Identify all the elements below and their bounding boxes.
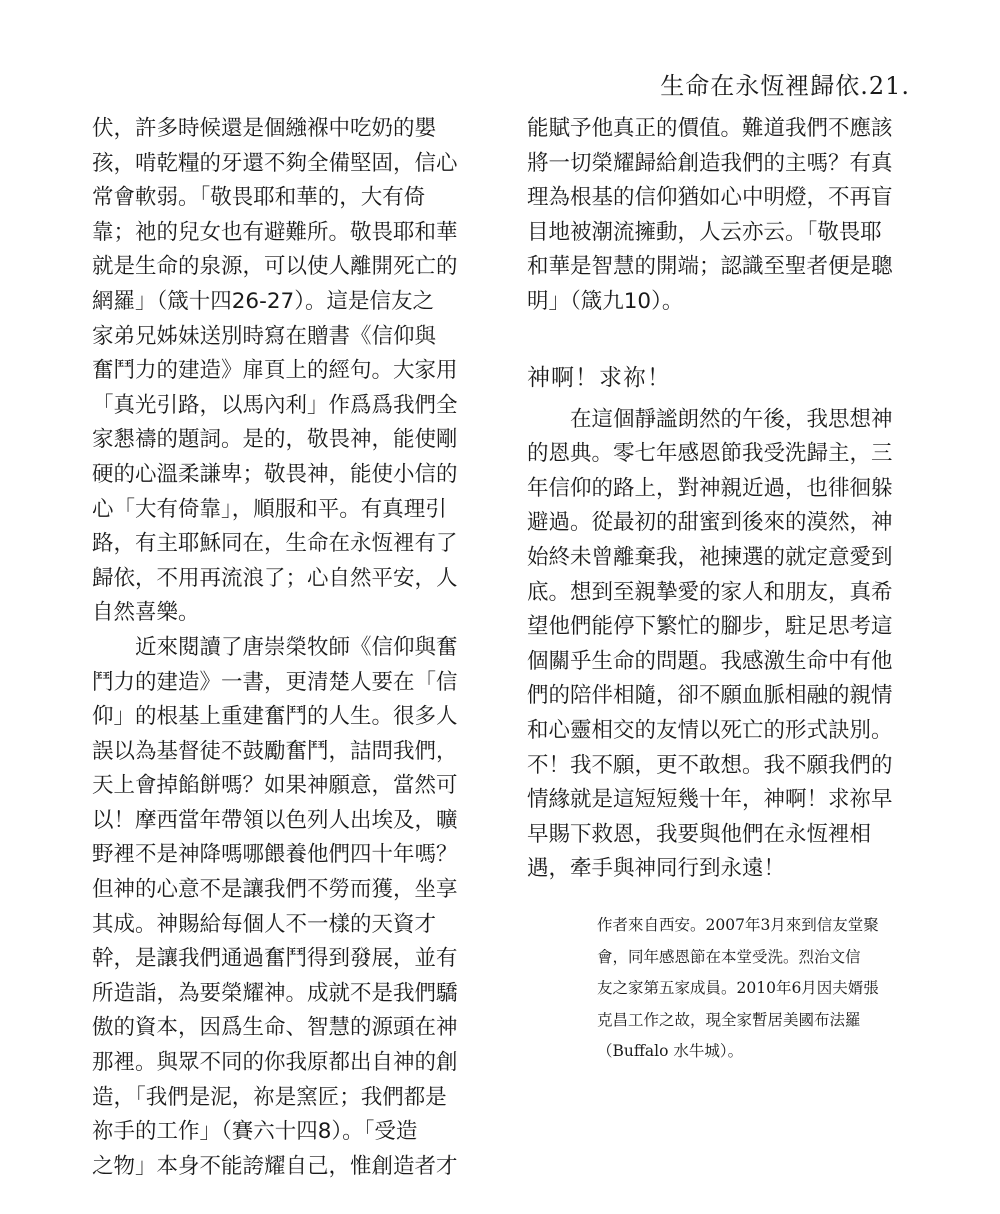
- text-line: 家弟兄姊妹送別時寫在贈書《信仰與: [92, 323, 437, 349]
- paragraph: [527, 112, 917, 320]
- right-column: [527, 112, 917, 887]
- text-line: 避過。從最初的甜蜜到後來的漠然，神: [527, 510, 893, 536]
- text-line: 理為根基的信仰猶如心中明燈，不再盲: [527, 185, 893, 211]
- text-line: 遇，牽手與神同行到永遠！: [527, 856, 786, 882]
- text-line: 網羅」（箴十四26-27）。這是信友之: [92, 288, 434, 314]
- text-line: 近來閱讀了唐崇榮牧師《信仰與奮: [92, 634, 458, 660]
- text-line: 會，同年感恩節在本堂受洗。烈治文信: [597, 947, 861, 966]
- text-line: 但神的心意不是讓我們不勞而獲，坐享: [92, 877, 458, 903]
- text-line: 硬的心溫柔謙卑；敬畏神，能使小信的: [92, 461, 458, 487]
- text-line: 之物」本身不能誇耀自己，惟創造者才: [92, 1153, 458, 1179]
- text-line: 以！摩西當年帶領以色列人出埃及，曠: [92, 807, 458, 833]
- text-line: 情緣就是這短短幾十年，神啊！求祢早: [527, 787, 893, 813]
- text-line: 奮鬥力的建造》扉頁上的經句。大家用: [92, 358, 458, 384]
- text-line: 所造詣，為要榮耀神。成就不是我們驕: [92, 980, 458, 1006]
- text-line: 孩，啃乾糧的牙還不夠全備堅固，信心: [92, 150, 458, 176]
- text-line: 望他們能停下繁忙的腳步，駐足思考這: [527, 614, 893, 640]
- text-line: 作者來自西安。2007年3月來到信友堂聚: [597, 916, 879, 934]
- text-line: 克昌工作之故，現全家暫居美國布法羅: [597, 1010, 861, 1029]
- text-line: 天上會掉餡餅嗎？如果神願意，當然可: [92, 773, 458, 799]
- text-line: 仰」的根基上重建奮鬥的人生。很多人: [92, 704, 458, 730]
- paragraph: [92, 631, 484, 1185]
- text-line: 在這個靜謐朗然的午後，我思想神: [527, 406, 893, 432]
- text-line: 祢手的工作」（賽六十四8）。「受造: [92, 1119, 418, 1145]
- text-line: 家懇禱的題詞。是的，敬畏神，能使剛: [92, 427, 458, 453]
- text-line: （Buffalo 水牛城）。: [597, 1042, 744, 1060]
- text-line: 年信仰的路上，對神親近過，也徘徊躲: [527, 475, 893, 501]
- text-line: 的恩典。零七年感恩節我受洗歸主，三: [527, 441, 893, 467]
- section-heading: 神啊！求祢！: [527, 364, 671, 391]
- text-line: 友之家第五家成員。2010年6月因夫婿張: [597, 979, 879, 997]
- text-line: 就是生命的泉源，可以使人離開死亡的: [92, 254, 458, 280]
- paragraph: [527, 403, 917, 887]
- left-column: [92, 112, 484, 1184]
- text-line: 和心靈相交的友情以死亡的形式訣別。: [527, 717, 893, 743]
- text-line: 明」（箴九10）。: [527, 288, 684, 314]
- author-note: [597, 910, 927, 1068]
- text-line: 底。想到至親摯愛的家人和朋友，真希: [527, 579, 893, 605]
- text-line: 「真光引路，以馬內利」作爲爲我們全: [92, 392, 458, 418]
- text-line: 路，有主耶穌同在，生命在永恆裡有了: [92, 531, 458, 557]
- text-line: 靠；祂的兒女也有避難所。敬畏耶和華: [92, 219, 458, 245]
- text-line: 伏，許多時候還是個繈褓中吃奶的嬰: [92, 116, 437, 141]
- text-line: 歸依，不用再流浪了；心自然平安，人: [92, 565, 458, 591]
- text-line: 幹，是讓我們通過奮鬥得到發展，並有: [92, 946, 458, 972]
- text-line: 始終未曾離棄我，祂揀選的就定意愛到: [527, 544, 893, 570]
- text-line: 能賦予他真正的價值。難道我們不應該: [527, 116, 893, 141]
- text-line: 不！我不願，更不敢想。我不願我們的: [527, 752, 893, 778]
- paragraph: [92, 112, 484, 631]
- text-line: 們的陪伴相隨，卻不願血脈相融的親情: [527, 683, 893, 709]
- text-line: 目地被潮流擁動，人云亦云。「敬畏耶: [527, 219, 882, 245]
- running-header: 生命在永恆裡歸依.21.: [660, 72, 910, 100]
- text-line: 和華是智慧的開端；認識至聖者便是聰: [527, 254, 893, 280]
- text-line: 個關乎生命的問題。我感激生命中有他: [527, 648, 893, 674]
- text-line: 將一切榮耀歸給創造我們的主嗎？有真: [527, 150, 893, 176]
- text-line: 常會軟弱。「敬畏耶和華的，大有倚: [92, 185, 426, 211]
- text-line: 造，「我們是泥，祢是窯匠；我們都是: [92, 1084, 447, 1110]
- text-line: 誤以為基督徒不鼓勵奮鬥，詰問我們，: [92, 738, 458, 764]
- text-line: 自然喜樂。: [92, 600, 200, 626]
- text-line: 心「大有倚靠」，順服和平。有真理引: [92, 496, 447, 522]
- text-line: 傲的資本，因爲生命、智慧的源頭在神: [92, 1015, 458, 1041]
- text-line: 野裡不是神降嗎哪餵養他們四十年嗎？: [92, 842, 458, 868]
- text-line: 那裡。與眾不同的你我原都出自神的創: [92, 1050, 458, 1076]
- text-line: 其成。神賜給每個人不一樣的天資才: [92, 911, 437, 937]
- text-line: 鬥力的建造》一書，更清楚人要在「信: [92, 669, 458, 695]
- text-line: 早賜下救恩，我要與他們在永恆裡相: [527, 821, 872, 847]
